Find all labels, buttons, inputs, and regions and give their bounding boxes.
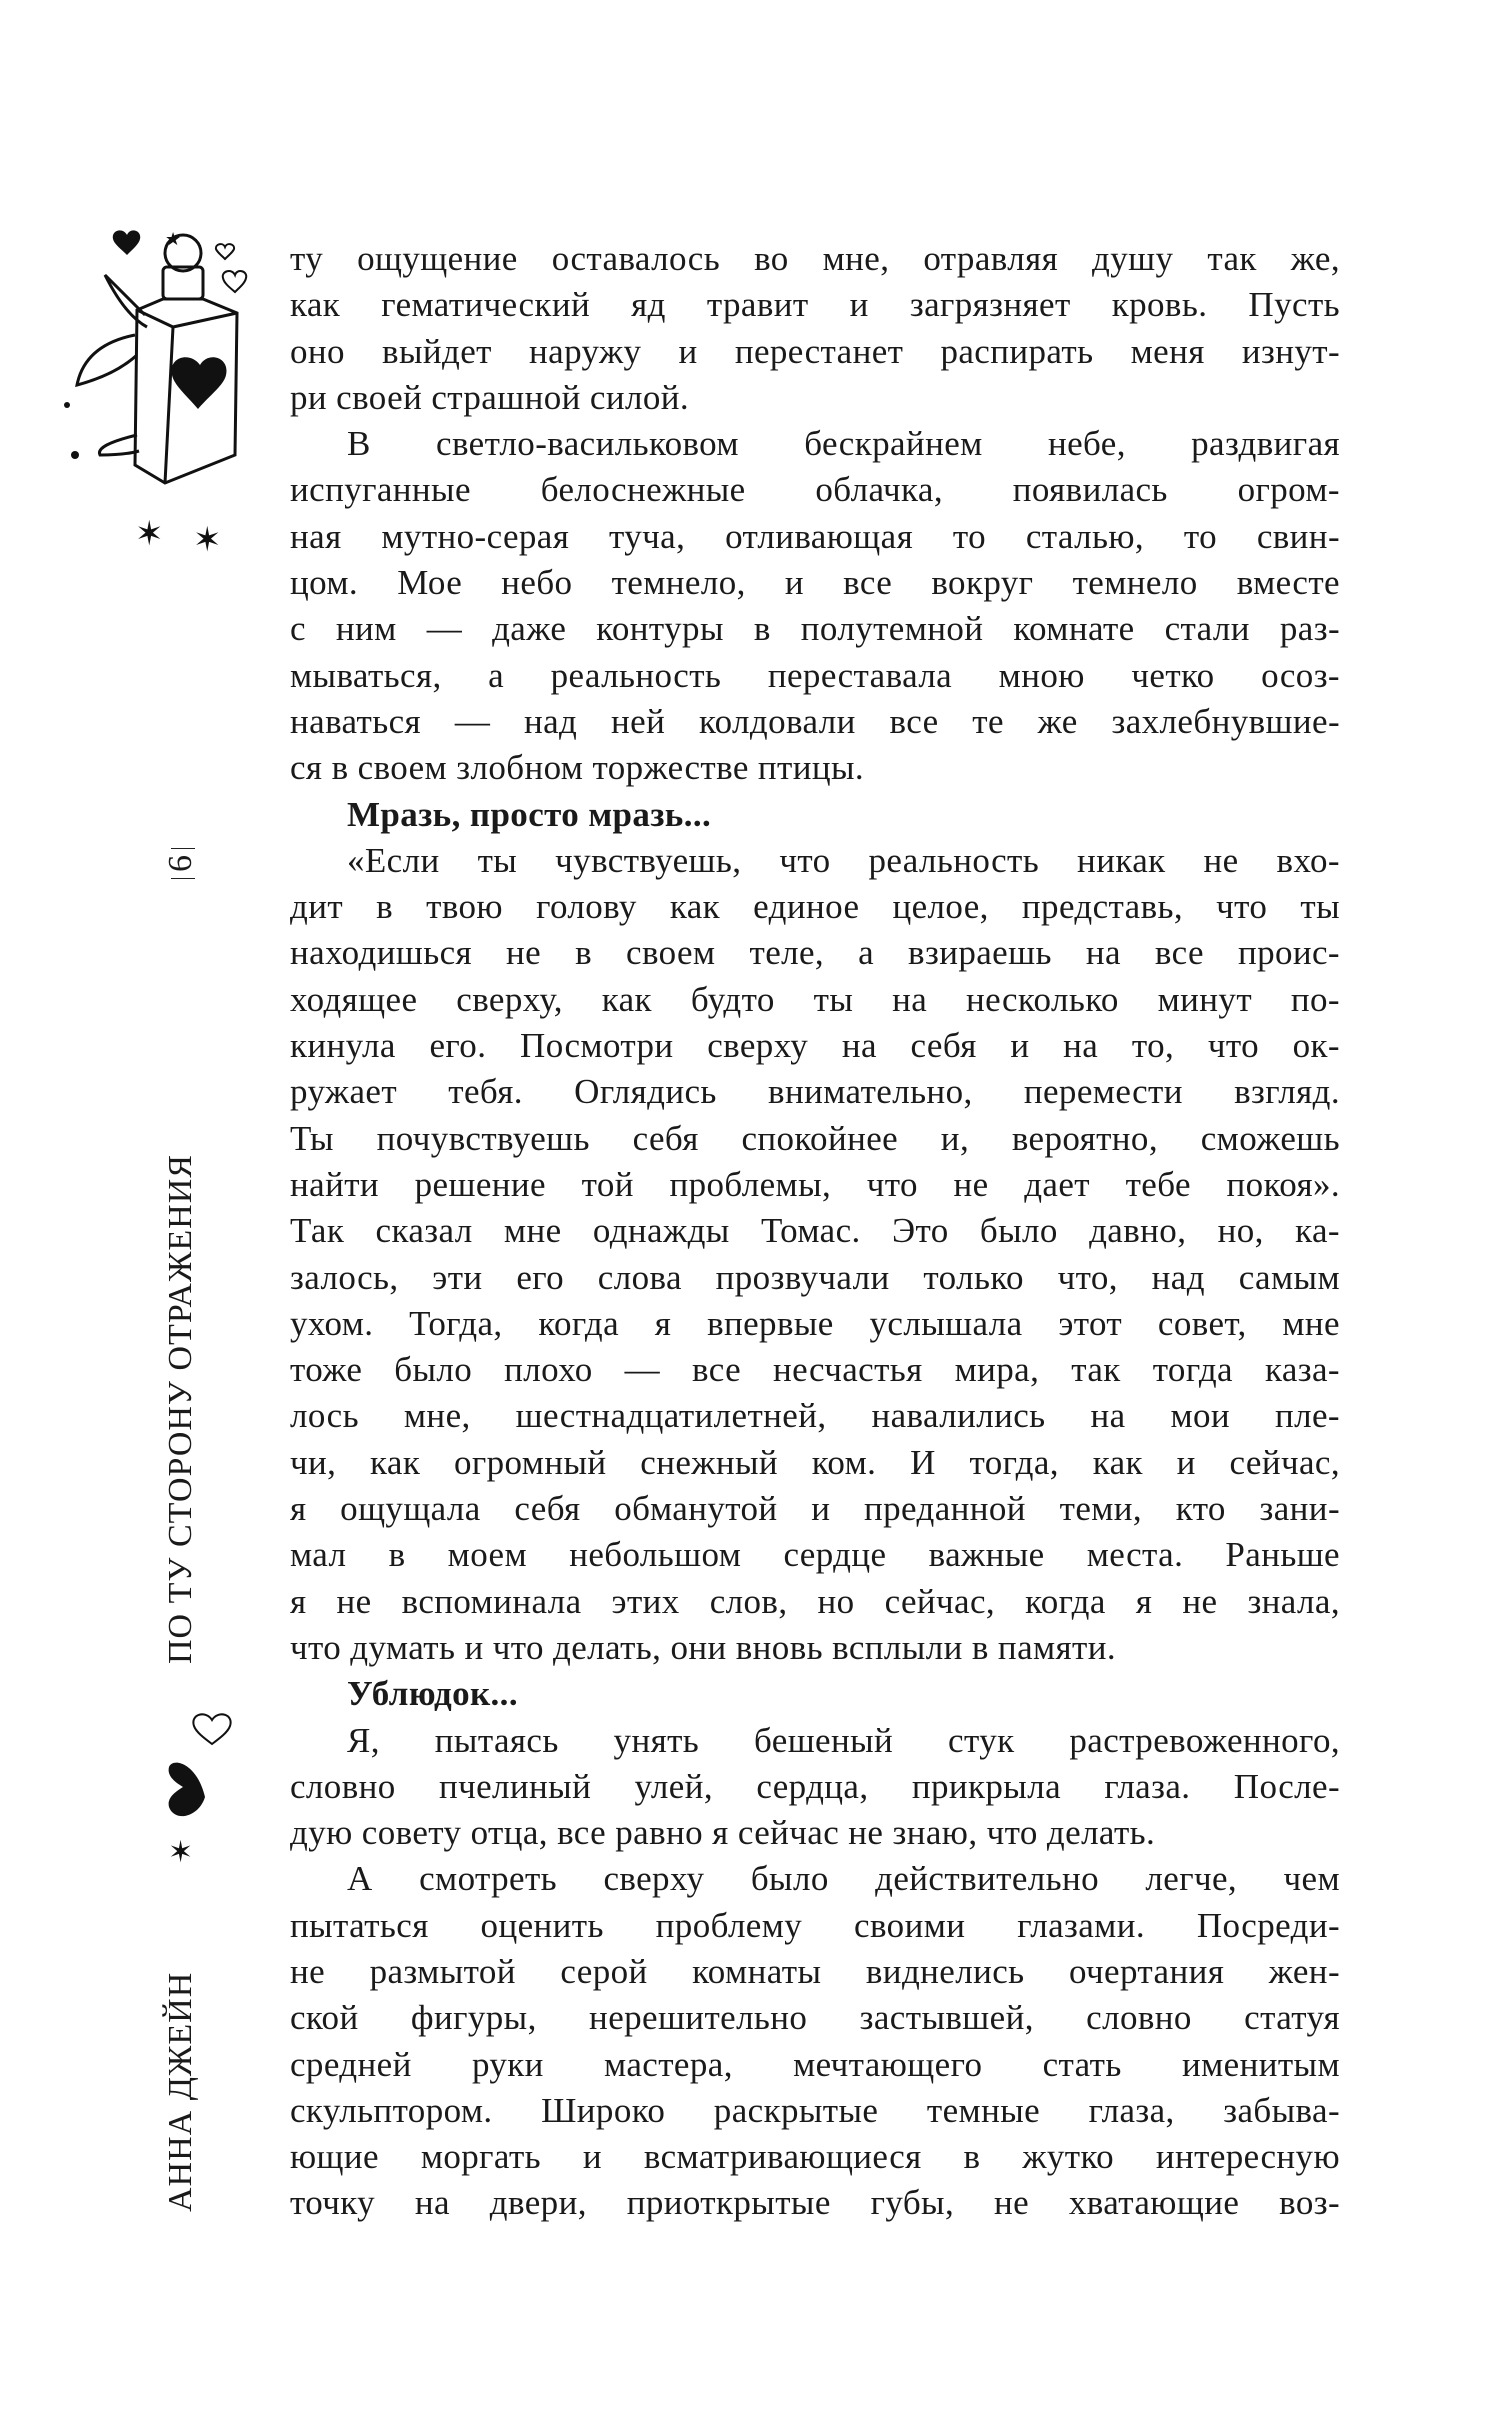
heart-icon [172,357,227,409]
text-line: ской фигуры, нерешительно застывшей, словно статуя [290,1998,1340,2038]
text-line: Так сказал мне однажды Томас. Это было давно, но, ка- [290,1211,1340,1251]
running-head-ornament [160,1700,240,1870]
text-line: как гематический яд травит и загрязняет кровь. Пусть [290,285,1340,325]
text-line: А смотреть сверху было действительно легче, чем [347,1859,1340,1899]
text-line: словно пчелиный улей, сердца, прикрыла глаза. После- [290,1766,1340,1806]
text-line: кинула его. Посмотри сверху на себя и на то, что ок- [290,1026,1340,1066]
emphasis-line: Мразь, просто мразь... [347,794,712,834]
divider [171,848,195,849]
heart-icon [113,230,140,255]
text-line: не размытой серой комнаты виднелись очертания жен- [290,1951,1340,1991]
text-line: Ты почувствуешь себя спокойнее и, вероятно, сможешь [290,1118,1340,1158]
text-line: найти решение той проблемы, что не дает тебе покоя». [290,1164,1340,1204]
text-line: я не вспоминала этих слов, но сейчас, когда я не знала, [290,1581,1340,1621]
star-icon: ✶ [135,514,164,554]
running-head-author: АННА ДЖЕЙН [162,1971,199,2212]
heart-icon [169,1763,205,1817]
text-line: дую совету отца, все равно я сейчас не знаю, что делать. [290,1813,1156,1853]
text-line: «Если ты чувствуешь, что реальность никак не вхо- [347,840,1340,880]
text-line: средней руки мастера, мечтающего стать именитым [290,2044,1340,2084]
text-line: лось мне, шестнадцатилетней, навалились на мои пле- [290,1396,1340,1436]
perfume-bottle-illustration [55,215,285,555]
text-line: залось, эти его слова прозвучали только что, над самым [290,1257,1340,1297]
text-line: испуганные белоснежные облачка, появилась огром- [290,470,1340,510]
text-line: чи, как огромный снежный ком. И тогда, как и сейчас, [290,1442,1340,1482]
text-line: я ощущала себя обманутой и преданной теми, кто зани- [290,1489,1340,1529]
text-line: дит в твою голову как единое целое, представь, что ты [290,887,1340,927]
body-text [290,236,1340,2227]
text-line: скульптором. Широко раскрытые темные глаза, забыва- [290,2090,1340,2130]
star-icon: ✶ [193,520,222,555]
text-line: ухом. Тогда, когда я впервые услышала этот совет, мне [290,1303,1340,1343]
text-line: ющие моргать и всматривающиеся в жутко интересную [290,2137,1340,2177]
text-line: ружает тебя. Оглядись внимательно, перемести взгляд. [290,1072,1340,1112]
text-line: находишься не в своем теле, а взираешь на все проис- [290,933,1340,973]
text-line: мываться, а реальность переставала мною четко осоз- [290,655,1340,695]
text-line: с ним — даже контуры в полутемной комнате стали раз- [290,609,1340,649]
page-number [162,842,200,885]
text-line: точку на двери, приоткрытые губы, не хватающие воз- [290,2183,1340,2223]
text-line: Я, пытаясь унять бешеный стук растревоженного, [347,1720,1340,1760]
text-line: пытаться оценить проблему своими глазами. Посреди- [290,1905,1340,1945]
page-number-text: 6 [162,855,199,872]
text-line: ту ощущение оставалось во мне, отравляя душу так же, [290,239,1340,278]
divider [171,878,195,879]
heart-outline-icon [223,271,246,292]
text-line: ходящее сверху, как будто ты на несколько минут по- [290,979,1340,1019]
heart-outline-icon [193,1714,230,1744]
star-icon: ★ [165,229,182,249]
text-line: ся в своем злобном торжестве птицы. [290,748,865,788]
text-line: ри своей страшной силой. [290,377,690,417]
emphasis-line: Ублюдок... [347,1674,518,1714]
text-line: что думать и что делать, они вновь всплыли в памяти. [290,1627,1117,1667]
text-line: наваться — над ней колдовали все те же захлебнувшие- [290,701,1340,741]
star-icon: ✶ [168,1835,194,1870]
text-line: ная мутно-серая туча, отливающая то сталью, то свин- [290,516,1340,556]
text-line: мал в моем небольшом сердце важные места. Раньше [290,1535,1340,1575]
text-line: цом. Мое небо темнело, и все вокруг темнело вместе [290,563,1340,603]
text-line: В светло-васильковом бескрайнем небе, раздвигая [347,424,1340,464]
text-line: оно выйдет наружу и перестанет распирать меня изнут- [290,331,1340,371]
running-head-book-title: ПО ТУ СТОРОНУ ОТРАЖЕНИЯ [162,1154,199,1664]
text-line: тоже было плохо — все несчастья мира, так тогда каза- [290,1350,1340,1390]
heart-outline-icon [216,244,234,259]
